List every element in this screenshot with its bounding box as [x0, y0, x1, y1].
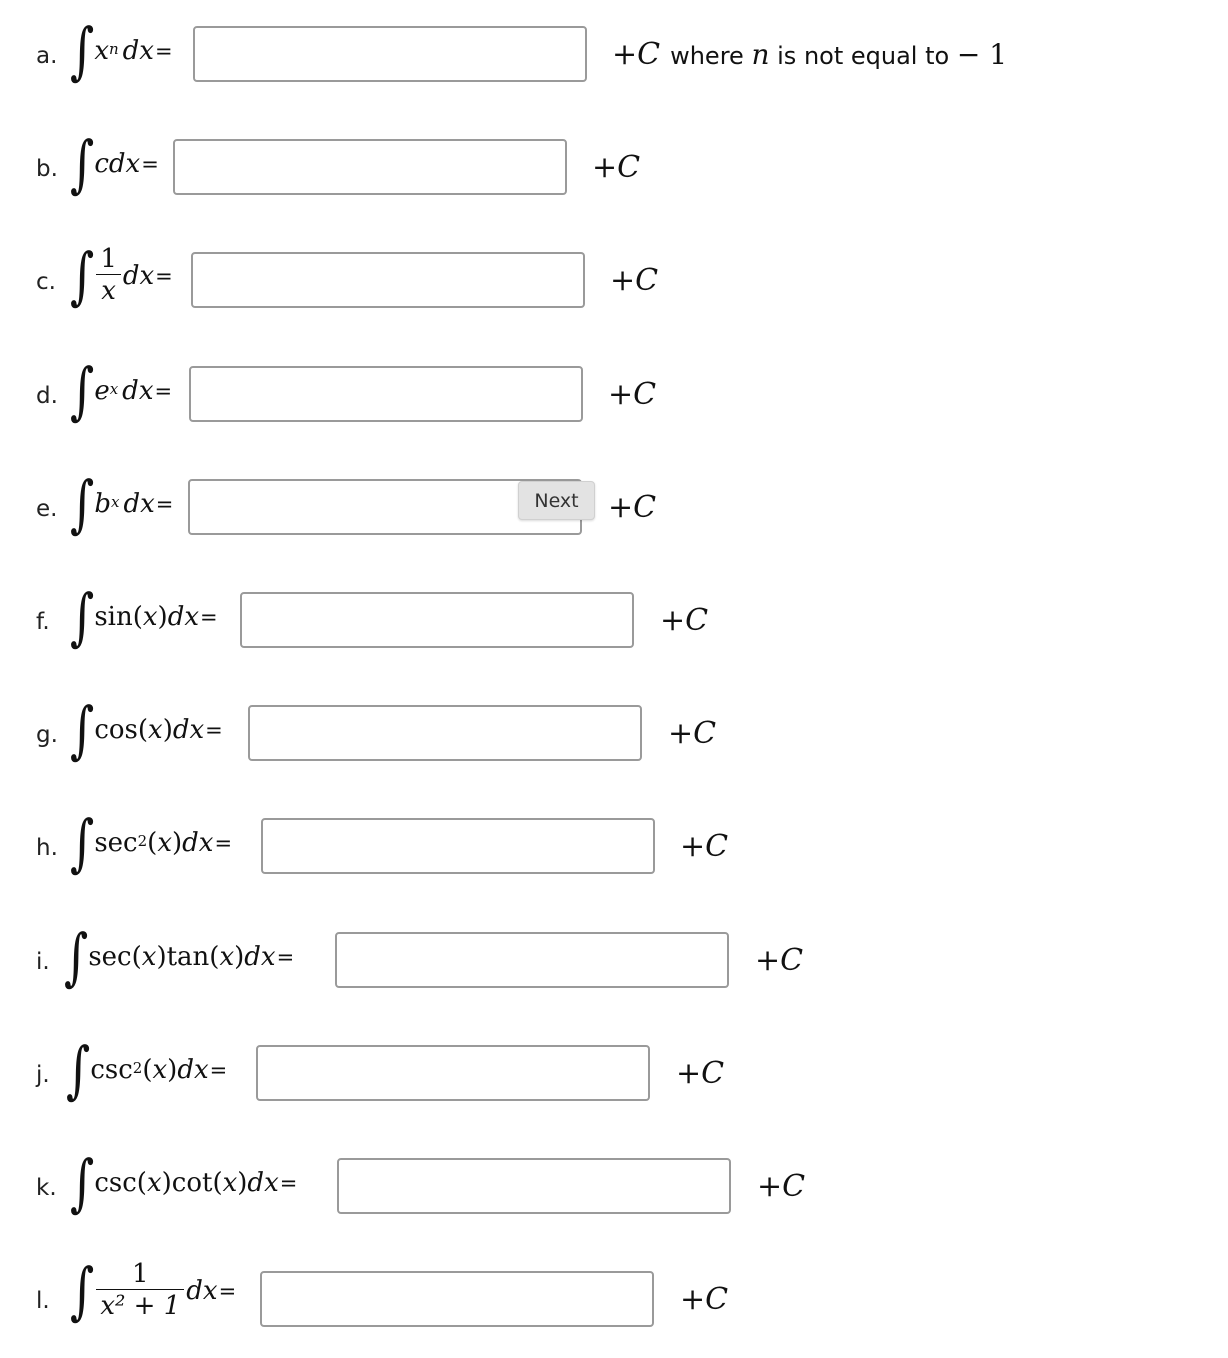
plus-c: +C [608, 490, 657, 525]
integral-expression: ∫ csc $^2$ ( x ) dx = [66, 1033, 228, 1106]
integral-expression: ∫ e $^x$ dx = [70, 354, 173, 427]
integral-expression: ∫ sec ( x ) tan ( x ) dx = [64, 920, 295, 993]
question-c [0, 226, 1228, 336]
fraction: $\frac{1}{x}$ [96, 244, 121, 307]
plus-c: +C [610, 263, 659, 298]
integral-sign: ∫ [70, 238, 95, 312]
integral-expression: ∫ c dx = [70, 127, 159, 200]
question-j [0, 1019, 1228, 1129]
plus-c: +C [676, 1056, 725, 1091]
plus-c: +C [592, 150, 641, 185]
integral-sign: ∫ [70, 1146, 95, 1219]
integral-sign: ∫ [70, 580, 95, 653]
integral-expression: ∫ $\frac{1}{x}$ dx = [70, 238, 173, 312]
question-letter: l. [36, 1288, 50, 1314]
answer-input-a[interactable] [193, 26, 587, 82]
question-letter: e. [36, 496, 58, 522]
answer-input-f[interactable] [240, 592, 634, 648]
question-letter: g. [36, 722, 58, 748]
fraction: $\frac{1}{\text{x² + 1}}$ [96, 1259, 184, 1322]
integral-expression: ∫ x $^n$ dx = [70, 14, 173, 87]
question-letter: f. [36, 609, 50, 635]
question-letter: b. [36, 156, 58, 182]
question-letter: c. [36, 269, 56, 295]
answer-input-j[interactable] [256, 1045, 650, 1101]
question-letter: k. [36, 1175, 57, 1201]
plus-c: +C [680, 829, 729, 864]
answer-input-g[interactable] [248, 705, 642, 761]
condition-note: where n is not equal to − 1 [670, 38, 1008, 71]
integral-expression: ∫ b $^x$ dx = [70, 467, 174, 540]
integral-sign: ∫ [70, 693, 95, 766]
integral-sign: ∫ [70, 354, 95, 427]
question-letter: i. [36, 949, 50, 975]
plus-c: +C [755, 943, 804, 978]
question-b [0, 113, 1228, 223]
question-e [0, 453, 1228, 563]
integral-expression: ∫ cos ( x ) dx = [70, 693, 223, 766]
question-d [0, 340, 1228, 450]
question-f [0, 566, 1228, 676]
plus-c: +C where n is not equal to − 1 [612, 37, 1008, 72]
question-k [0, 1132, 1228, 1242]
question-i [0, 906, 1228, 1016]
next-button[interactable]: Next [518, 481, 595, 520]
answer-input-k[interactable] [337, 1158, 731, 1214]
integral-expression: ∫ csc ( x ) cot ( x ) dx = [70, 1146, 298, 1219]
integral-expression: ∫ sin ( x ) dx = [70, 580, 218, 653]
integral-sign: ∫ [70, 1253, 95, 1327]
answer-input-l[interactable] [260, 1271, 654, 1327]
question-l [0, 1245, 1228, 1355]
question-letter: a. [36, 43, 58, 69]
answer-input-i[interactable] [335, 932, 729, 988]
question-letter: d. [36, 383, 58, 409]
integral-sign: ∫ [64, 920, 89, 993]
question-letter: h. [36, 835, 58, 861]
answer-input-b[interactable] [173, 139, 567, 195]
plus-c: +C [668, 716, 717, 751]
plus-c: +C [608, 377, 657, 412]
answer-input-h[interactable] [261, 818, 655, 874]
question-h [0, 792, 1228, 902]
answer-input-d[interactable] [189, 366, 583, 422]
integral-expression: ∫ sec $^2$ ( x ) dx = [70, 806, 233, 879]
integral-expression: ∫ $\frac{1}{\text{x² + 1}}$ dx = [70, 1253, 237, 1327]
question-a [0, 0, 1228, 110]
answer-input-c[interactable] [191, 252, 585, 308]
integral-sign: ∫ [70, 14, 95, 87]
integral-sign: ∫ [70, 127, 95, 200]
question-letter: j. [36, 1062, 50, 1088]
plus-c: +C [757, 1169, 806, 1204]
plus-c: +C [660, 603, 709, 638]
plus-c: +C [680, 1282, 729, 1317]
integral-sign: ∫ [66, 1033, 91, 1106]
question-g [0, 679, 1228, 789]
integral-sign: ∫ [70, 806, 95, 879]
integral-sign: ∫ [70, 467, 95, 540]
